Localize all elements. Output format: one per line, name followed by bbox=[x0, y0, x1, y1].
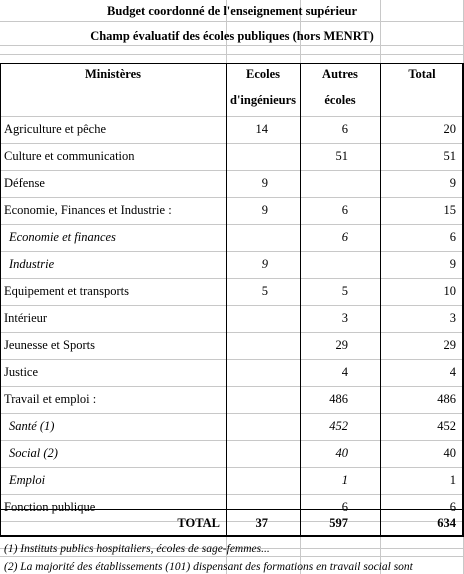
row-autres-ecoles: 6 bbox=[341, 230, 348, 244]
table-border bbox=[0, 63, 464, 64]
row-total: 40 bbox=[443, 446, 456, 460]
row-ecoles-ingenieurs: 9 bbox=[261, 203, 268, 217]
grid-line bbox=[0, 251, 464, 252]
total-autres-ecoles: 597 bbox=[329, 516, 348, 530]
total-total: 634 bbox=[437, 516, 456, 530]
row-total: 3 bbox=[449, 311, 456, 325]
grid-line bbox=[0, 21, 464, 22]
row-label: Economie, Finances et Industrie : bbox=[4, 203, 172, 217]
grid-line bbox=[0, 54, 464, 55]
row-label: Intérieur bbox=[4, 311, 48, 325]
header-total: Total bbox=[408, 67, 436, 81]
row-label: Industrie bbox=[9, 257, 55, 271]
row-ecoles-ingenieurs: 9 bbox=[261, 176, 268, 190]
row-ecoles-ingenieurs: 9 bbox=[261, 257, 268, 271]
grid-line bbox=[0, 556, 464, 557]
row-autres-ecoles: 6 bbox=[341, 500, 348, 514]
title-line-2: Champ évaluatif des écoles publiques (hors MENRT) bbox=[90, 29, 374, 43]
row-total: 9 bbox=[449, 176, 456, 190]
row-total: 4 bbox=[449, 365, 456, 379]
row-autres-ecoles: 486 bbox=[329, 392, 348, 406]
header-autres-line1: Autres bbox=[322, 67, 358, 81]
total-label: TOTAL bbox=[177, 516, 220, 530]
header-ecoles-line2: d'ingénieurs bbox=[230, 93, 296, 107]
row-label: Agriculture et pêche bbox=[4, 122, 107, 136]
row-total: 6 bbox=[449, 500, 456, 514]
row-autres-ecoles: 1 bbox=[341, 473, 348, 487]
row-total: 51 bbox=[443, 149, 456, 163]
grid-line bbox=[0, 467, 464, 468]
grid-line bbox=[0, 197, 464, 198]
row-label: Jeunesse et Sports bbox=[4, 338, 95, 352]
row-total: 452 bbox=[437, 419, 456, 433]
row-label: Social (2) bbox=[9, 446, 58, 460]
grid-line bbox=[0, 45, 464, 46]
table-border bbox=[0, 535, 464, 537]
footnote-1: (1) Instituts publics hospitaliers, écoles de sage-femmes... bbox=[4, 543, 270, 555]
table-border bbox=[0, 63, 1, 536]
grid-line bbox=[0, 413, 464, 414]
row-label: Santé (1) bbox=[9, 419, 55, 433]
title-line-1: Budget coordonné de l'enseignement supérieur bbox=[107, 4, 357, 18]
row-autres-ecoles: 29 bbox=[335, 338, 348, 352]
header-ecoles-line1: Ecoles bbox=[245, 67, 281, 81]
row-label: Travail et emploi : bbox=[4, 392, 97, 406]
row-label: Défense bbox=[4, 176, 45, 190]
grid-line bbox=[0, 278, 464, 279]
row-autres-ecoles: 3 bbox=[341, 311, 348, 325]
footnote-2: (2) La majorité des établissements (101) dispensant des formations en travail social sont bbox=[4, 561, 413, 573]
row-autres-ecoles: 452 bbox=[329, 419, 348, 433]
grid-line bbox=[0, 143, 464, 144]
grid-line bbox=[0, 224, 464, 225]
header-ministeres: Ministères bbox=[84, 67, 141, 81]
row-autres-ecoles: 4 bbox=[341, 365, 348, 379]
row-total: 15 bbox=[443, 203, 456, 217]
row-total: 486 bbox=[437, 392, 456, 406]
grid-line bbox=[0, 359, 464, 360]
grid-line bbox=[0, 440, 464, 441]
row-label: Equipement et transports bbox=[4, 284, 129, 298]
row-total: 6 bbox=[449, 230, 456, 244]
row-total: 1 bbox=[449, 473, 456, 487]
row-autres-ecoles: 5 bbox=[341, 284, 348, 298]
row-ecoles-ingenieurs: 5 bbox=[261, 284, 268, 298]
row-autres-ecoles: 40 bbox=[335, 446, 348, 460]
grid-line bbox=[0, 386, 464, 387]
header-autres-line2: écoles bbox=[324, 93, 356, 107]
row-label: Economie et finances bbox=[9, 230, 116, 244]
grid-line bbox=[0, 170, 464, 171]
row-label: Culture et communication bbox=[4, 149, 135, 163]
grid-line bbox=[0, 116, 464, 117]
grid-line bbox=[0, 494, 464, 495]
row-autres-ecoles: 51 bbox=[335, 149, 348, 163]
row-autres-ecoles: 6 bbox=[341, 122, 348, 136]
row-label: Fonction publique bbox=[4, 500, 96, 514]
row-label: Emploi bbox=[9, 473, 46, 487]
row-total: 10 bbox=[443, 284, 456, 298]
row-total: 9 bbox=[449, 257, 456, 271]
grid-line bbox=[0, 305, 464, 306]
total-ecoles-ingenieurs: 37 bbox=[255, 516, 268, 530]
grid-line bbox=[0, 332, 464, 333]
row-total: 20 bbox=[443, 122, 456, 136]
row-autres-ecoles: 6 bbox=[341, 203, 348, 217]
row-total: 29 bbox=[443, 338, 456, 352]
row-label: Justice bbox=[4, 365, 39, 379]
row-ecoles-ingenieurs: 14 bbox=[255, 122, 268, 136]
